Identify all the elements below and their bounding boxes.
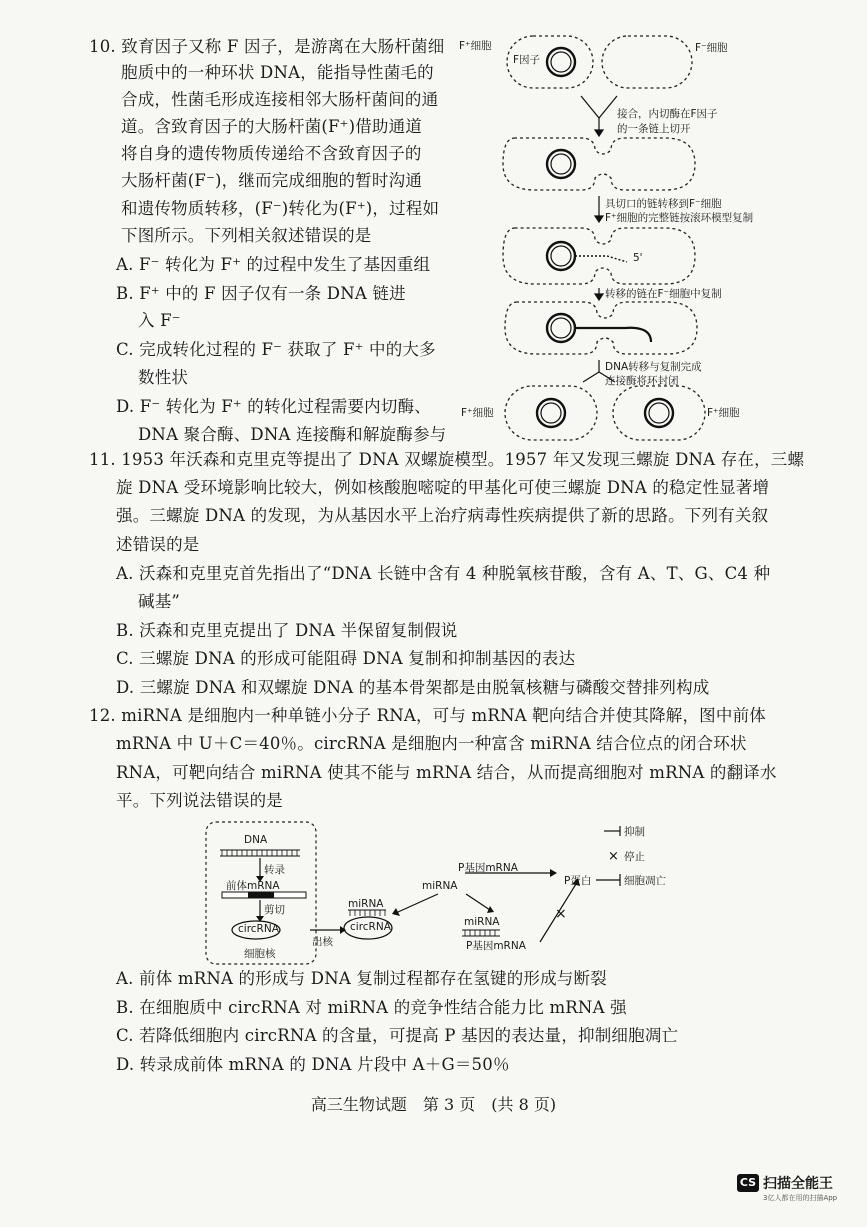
q10-option-a: A. F⁻ 转化为 F⁺ 的过程中发生了基因重组 (116, 255, 431, 274)
bottom-right-cell-shape (613, 386, 705, 440)
nucleus-label: 细胞核 (244, 948, 276, 960)
p-mrna-bound-label: P基因mRNA (466, 940, 526, 952)
q10-line: 道。含致育因子的大肠杆菌(F⁺)借助通道 (121, 117, 423, 136)
q11-option-a: A. 沃森和克里克首先指出了“DNA 长链中含有 4 种脱氧核苷酸，含有 A、T、G、C4 种 (116, 564, 771, 583)
legend-inhibit-label: 抑制 (624, 826, 645, 838)
q10-option-d-cont: DNA 聚合酶、DNA 连接酶和解旋酶参与 (138, 425, 447, 444)
q12-option-b: B. 在细胞质中 circRNA 对 miRNA 的竞争性结合能力比 mRNA 强 (116, 998, 627, 1017)
f-minus-cell-shape (602, 36, 692, 88)
p-protein-label: P蛋白 (564, 875, 592, 887)
q10-line: 将自身的遗传物质传递给不含致育因子的 (121, 144, 422, 163)
q11-option-c: C. 三螺旋 DNA 的形成可能阻碍 DNA 复制和抑制基因的表达 (116, 649, 576, 668)
svg-text:×: × (555, 906, 567, 922)
q10-line: 下图所示。下列相关叙述错误的是 (121, 226, 372, 245)
step4-label-a: DNA转移与复制完成 (605, 361, 702, 373)
f-plus-cell-label: F⁺细胞 (459, 40, 492, 52)
q12-option-a: A. 前体 mRNA 的形成与 DNA 复制过程都存在氢键的形成与断裂 (116, 969, 607, 988)
scanner-tagline: 3亿人都在用的扫描App (763, 1194, 838, 1202)
q11-line: 述错误的是 (116, 535, 200, 554)
mirna-bound-label: miRNA (464, 916, 500, 928)
five-prime-label: 5' (633, 252, 643, 264)
q12-line: 平。下列说法错误的是 (116, 791, 283, 810)
q12-line: RNA，可靶向结合 miRNA 使其不能与 mRNA 结合，从而提高细胞对 mRNA 的翻译水 (116, 763, 777, 782)
q10-option-c-cont: 数性状 (138, 368, 189, 387)
export-label: 出核 (312, 936, 333, 948)
q10-option-b: B. F⁺ 中的 F 因子仅有一条 DNA 链进 (116, 284, 406, 303)
q11-option-b: B. 沃森和克里克提出了 DNA 半保留复制假说 (116, 621, 458, 640)
circrna-cytoplasm-label: circRNA (350, 921, 391, 933)
q11-line: 11. 1953 年沃森和克里克等提出了 DNA 双螺旋模型。1957 年又发现三螺旋 DNA 存在，三螺 (89, 450, 805, 469)
q11-option-a-cont: 碱基” (138, 592, 181, 611)
q10-line: 大肠杆菌(F⁻)，继而完成细胞的暂时沟通 (121, 171, 423, 190)
scanner-app-name: 扫描全能王 (763, 1176, 833, 1192)
q10-line: 胞质中的一种环状 DNA，能指导性菌毛的 (121, 63, 434, 82)
f-minus-cell-label: F⁻细胞 (695, 42, 728, 54)
step1-label-b: 的一条链上切开 (617, 123, 691, 135)
legend-stop-label: 停止 (624, 851, 645, 863)
q10-option-c: C. 完成转化过程的 F⁻ 获取了 F⁺ 中的大多 (116, 340, 436, 359)
q12-line: 12. miRNA 是细胞内一种单链小分子 RNA，可与 mRNA 靶向结合并使其降解，图中前体 (89, 706, 766, 725)
mirna-diagram (200, 818, 680, 968)
pre-mrna-label: 前体mRNA (226, 880, 280, 892)
transcription-label: 转录 (264, 864, 285, 876)
splicing-label: 剪切 (264, 904, 285, 916)
step1-label-a: 接合，内切酶在F因子 (617, 108, 718, 120)
dna-label: DNA (244, 834, 268, 846)
mirna-free-label: miRNA (422, 880, 458, 892)
scanner-watermark (737, 1172, 847, 1208)
q11-line: 强。三螺旋 DNA 的发现，为从基因水平上治疗病毒性疾病提供了新的思路。下列有关叙 (116, 506, 769, 525)
conjugating-cells-shape (503, 138, 695, 190)
f-factor-label: F因子 (513, 54, 541, 66)
q10-line: 和遗传物质转移，(F⁻)转化为(F⁺)，过程如 (121, 199, 440, 218)
page-footer: 高三生物试题 第 3 页 (共 8 页) (310, 1095, 557, 1114)
step4-label-b: 连接酶将环封闭 (605, 375, 679, 387)
q10-option-d: D. F⁻ 转化为 F⁺ 的转化过程需要内切酶、 (116, 397, 431, 416)
bottom-left-cell-label: F⁺细胞 (461, 407, 494, 419)
p-mrna-label: P基因mRNA (458, 862, 518, 874)
q12-option-d: D. 转录成前体 mRNA 的 DNA 片段中 A＋G＝50％ (116, 1055, 510, 1074)
step2-label-a: 具切口的链转移到F⁻细胞 (605, 198, 722, 210)
q10-option-b-cont: 入 F⁻ (138, 311, 181, 330)
mirna-complex-label: miRNA (348, 898, 384, 910)
step3-label: 转移的链在F⁻细胞中复制 (605, 288, 722, 300)
apoptosis-label: 细胞凋亡 (624, 875, 666, 887)
q11-option-d: D. 三螺旋 DNA 和双螺旋 DNA 的基本骨架都是由脱氧核糖与磷酸交替排列构成 (116, 678, 710, 697)
svg-text:×: × (608, 849, 619, 864)
q10-line: 10. 致育因子又称 F 因子，是游离在大肠杆菌细 (89, 37, 445, 56)
bottom-left-cell-shape (505, 386, 597, 440)
q12-line: mRNA 中 U＋C＝40％。circRNA 是细胞内一种富含 miRNA 结合位点的闭合环状 (116, 734, 747, 753)
q11-line: 旋 DNA 受环境影响比较大，例如核酸胞嘧啶的甲基化可使三螺旋 DNA 的稳定性显著增 (116, 478, 770, 497)
circrna-nucleus-label: circRNA (238, 923, 279, 935)
step2-label-b: F⁺细胞的完整链按滚环模型复制 (605, 212, 754, 224)
scanner-logo-icon: CS (737, 1174, 759, 1192)
q12-option-c: C. 若降低细胞内 circRNA 的含量，可提高 P 基因的表达量，抑制细胞凋亡 (116, 1026, 679, 1045)
f-factor-diagram (455, 30, 855, 450)
q10-line: 合成，性菌毛形成连接相邻大肠杆菌间的通 (121, 90, 439, 109)
bottom-right-cell-label: F⁺细胞 (707, 407, 740, 419)
